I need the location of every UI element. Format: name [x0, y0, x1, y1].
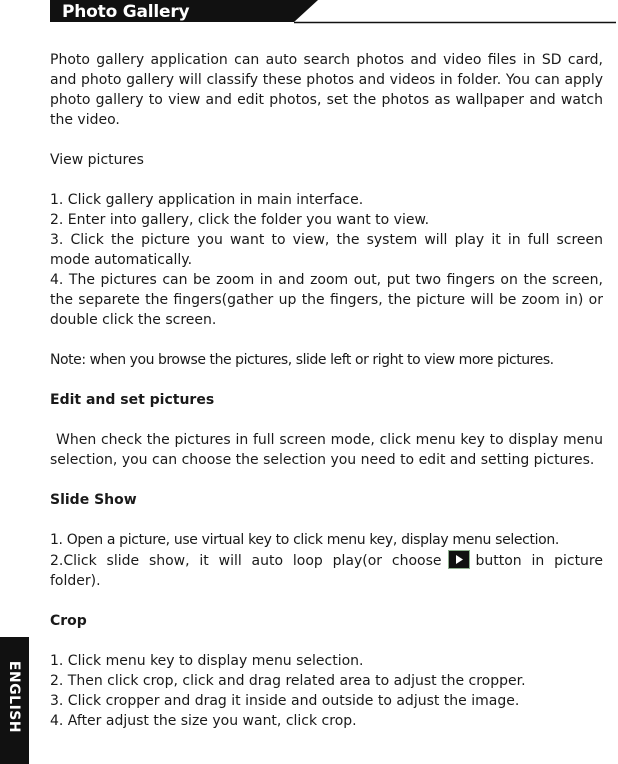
play-button-icon [448, 550, 470, 569]
slide-show-heading: Slide Show [50, 492, 137, 508]
view-step-4: 4. The pictures can be zoom in and zoom out, put two fingers on the screen, the separete the fingers(gather up the fingers, the picture will be zoom in) or double click the screen. [50, 272, 603, 328]
intro-paragraph: Photo gallery application can auto search photos and video files in SD card, and photo gallery will classify these photos and videos in folder. You can apply photo gallery to view and edit photos, set the photos as wallpaper and watch the video. [50, 52, 603, 128]
crop-step-2: 2. Then click crop, click and drag related area to adjust the cropper. [50, 673, 526, 689]
edit-set-paragraph: When check the pictures in full screen mode, click menu key to display menu selection, you can choose the selection you need to edit and setting pictures. [50, 432, 603, 468]
view-note: Note: when you browse the pictures, slide left or right to view more pictures. [50, 352, 554, 368]
view-pictures-title: View pictures [50, 152, 144, 168]
slide-step-2 [50, 550, 603, 591]
slide-step-2-end: button in picture folder). [50, 553, 603, 589]
view-step-1: 1. Click gallery application in main interface. [50, 192, 364, 208]
page-title: Photo Gallery [62, 2, 190, 22]
crop-step-4: 4. After adjust the size you want, click crop. [50, 713, 357, 729]
crop-heading: Crop [50, 613, 87, 629]
edit-set-heading: Edit and set pictures [50, 392, 215, 408]
document-body [50, 50, 603, 731]
slide-step-2-start: 2.Click slide show, it will auto loop play(or choose [50, 553, 442, 569]
section-header [50, 0, 616, 24]
crop-step-3: 3. Click cropper and drag it inside and outside to adjust the image. [50, 693, 520, 709]
slide-step-1: 1. Open a picture, use virtual key to click menu key, display menu selection. [50, 532, 560, 548]
view-step-3: 3. Click the picture you want to view, the system will play it in full screen mode automatically. [50, 232, 603, 268]
view-step-2: 2. Enter into gallery, click the folder you want to view. [50, 212, 430, 228]
language-tab-label: ENGLISH [6, 660, 22, 734]
crop-step-1: 1. Click menu key to display menu selection. [50, 653, 364, 669]
